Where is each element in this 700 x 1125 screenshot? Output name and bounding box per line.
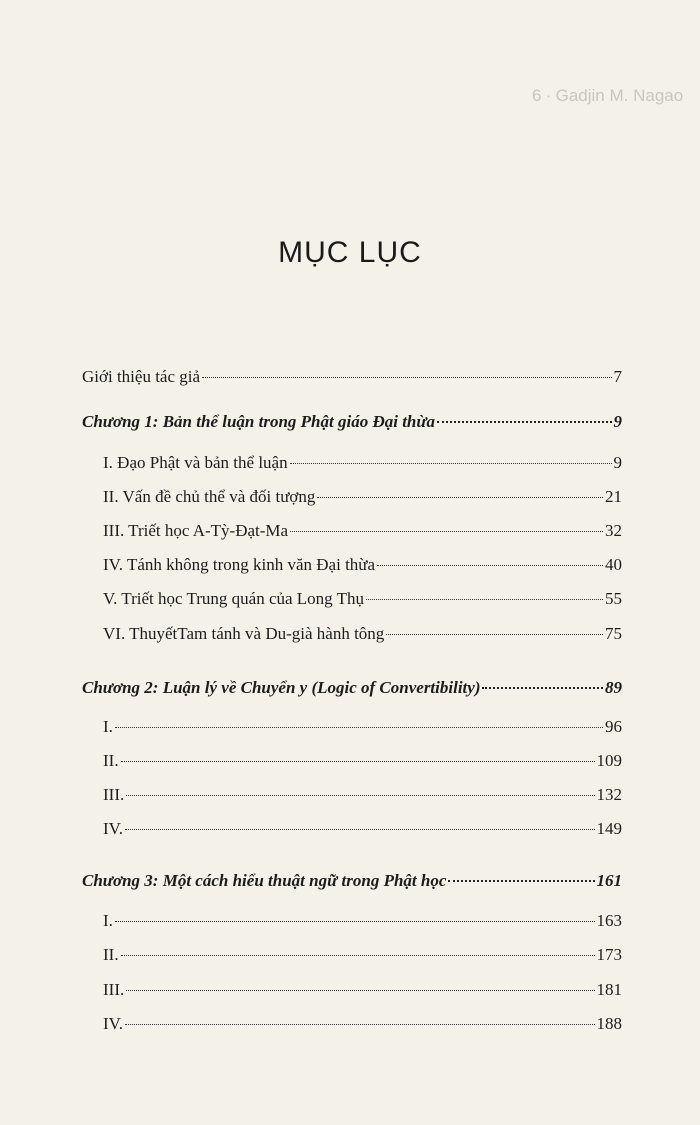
toc-entry-intro[interactable] [82,366,622,388]
toc-chapter-label: Chương 3: Một cách hiểu thuật ngữ trong Phật học [82,871,447,890]
toc-page-number: 21 [605,487,622,506]
toc-section[interactable] [103,452,622,474]
toc-section-label: IV. [103,1014,123,1033]
toc-page-number: 181 [596,980,622,999]
toc-page-number: 109 [596,751,622,770]
toc-chapter-label: Chương 2: Luận lý về Chuyển y (Logic of Convertibility) [82,678,481,697]
dot-leader [482,687,603,689]
toc-page-number: 40 [605,555,622,574]
toc-chapter-3[interactable] [82,870,622,892]
toc-page-number: 9 [613,453,622,472]
toc-section-label: II. Vấn đề chủ thể và đối tượng [103,487,316,506]
toc-section-label: I. Đạo Phật và bản thể luận [103,453,288,472]
dot-leader [125,1024,595,1025]
toc-section-label: V. Triết học Trung quán của Long Thụ [103,589,365,608]
toc-chapter-label: Chương 1: Bản thể luận trong Phật giáo Đại thừa [82,412,436,431]
toc-section-label: III. Triết học A-Tỳ-Đạt-Ma [103,521,289,540]
toc-section-label: VI. ThuyếtTam tánh và Du-già hành tông [103,624,385,643]
toc-section[interactable] [103,520,622,542]
toc-section-label: I. [103,911,113,930]
toc-page-number: 75 [605,624,622,643]
toc-page-number: 173 [596,945,622,964]
toc-section[interactable] [103,554,622,576]
toc-section[interactable] [103,588,622,610]
dot-leader [437,421,611,423]
toc-section-label: IV. Tánh không trong kinh văn Đại thừa [103,555,376,574]
toc-section[interactable] [103,750,622,772]
page-title: MỤC LỤC [278,236,422,269]
toc-section-label: III. [103,785,125,804]
toc-section[interactable] [103,944,622,966]
dot-leader [126,990,594,991]
dot-leader [202,377,611,378]
toc-section[interactable] [103,979,622,1001]
dot-leader [377,565,603,566]
toc-section-label: I. [103,717,113,736]
toc-section[interactable] [103,784,622,806]
dot-leader [366,599,603,600]
dot-leader [386,634,603,635]
dot-leader [126,795,594,796]
toc-section[interactable] [103,623,622,645]
bleed-through-header: 6 ∙ Gadjin M. Nagao [532,86,684,105]
toc-page-number: 163 [596,911,622,930]
toc-section-label: II. [103,751,119,770]
toc-page-number: 89 [605,678,622,697]
toc-section-label: III. [103,980,125,999]
toc-entry-label: Giới thiệu tác giả [82,367,201,386]
toc-page-number: 188 [596,1014,622,1033]
dot-leader [448,880,594,882]
dot-leader [290,531,603,532]
toc-chapter-2[interactable] [82,677,622,699]
toc-page-number: 32 [605,521,622,540]
toc-section[interactable] [103,1013,622,1035]
toc-chapter-1[interactable] [82,411,622,433]
toc-page-number: 149 [596,819,622,838]
dot-leader [115,727,603,728]
dot-leader [115,921,595,922]
toc-section[interactable] [103,818,622,840]
dot-leader [317,497,603,498]
toc-page-number: 132 [596,785,622,804]
dot-leader [125,829,595,830]
toc-page-number: 96 [605,717,622,736]
toc-section-label: IV. [103,819,123,838]
toc-section[interactable] [103,910,622,932]
toc-page-number: 7 [613,367,622,386]
dot-leader [121,955,595,956]
toc-section[interactable] [103,486,622,508]
toc-page-number: 55 [605,589,622,608]
toc-section-label: II. [103,945,119,964]
dot-leader [290,463,612,464]
toc-page-number: 9 [613,412,622,431]
toc-page-number: 161 [596,871,622,890]
dot-leader [121,761,595,762]
toc-section[interactable] [103,716,622,738]
